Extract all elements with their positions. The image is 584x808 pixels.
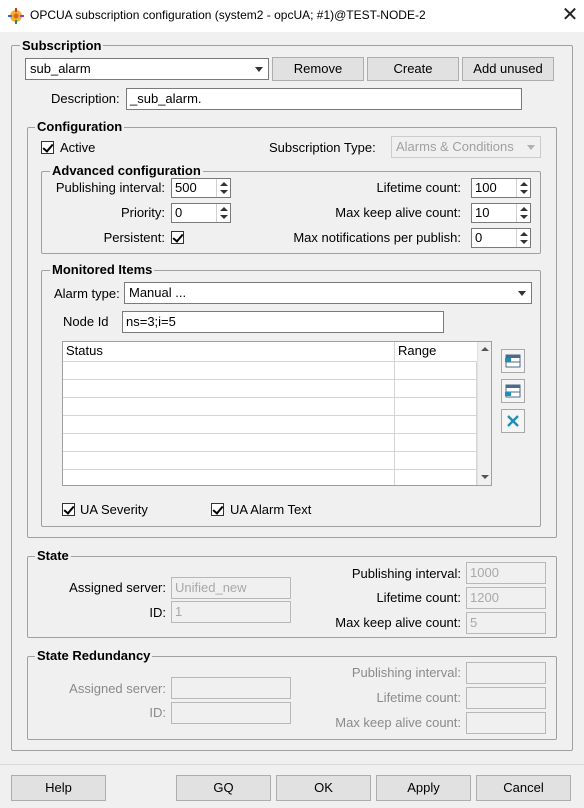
spin-buttons[interactable]: [516, 179, 530, 197]
delete-row-button[interactable]: [501, 409, 525, 433]
max-keep-alive-spinbox[interactable]: [471, 203, 531, 223]
state-id-input[interactable]: 1: [171, 601, 291, 623]
table-cell[interactable]: [395, 416, 477, 434]
spin-down-icon[interactable]: [520, 215, 528, 219]
spin-buttons[interactable]: [516, 229, 530, 247]
column-header-range[interactable]: Range: [395, 342, 477, 362]
spin-up-icon[interactable]: [220, 182, 228, 186]
persistent-checkbox[interactable]: [171, 231, 184, 244]
subscription-type-select[interactable]: [391, 136, 541, 158]
monitored-items-legend: Monitored Items: [52, 262, 153, 277]
title-bar: [0, 0, 584, 32]
max-notifications-spinbox[interactable]: [471, 228, 531, 248]
priority-value: 0: [175, 205, 183, 220]
spin-buttons[interactable]: [216, 179, 230, 197]
redundancy-assigned-server-label: Assigned server:: [69, 681, 166, 696]
spin-up-icon[interactable]: [520, 207, 528, 211]
table-cell[interactable]: [63, 434, 395, 452]
publishing-interval-label: Publishing interval:: [55, 180, 165, 195]
ua-alarm-text-label: UA Alarm Text: [230, 502, 312, 517]
lifetime-count-spinbox[interactable]: [471, 178, 531, 198]
redundancy-lifetime-count-input[interactable]: [466, 687, 546, 709]
subscription-legend: Subscription: [22, 38, 102, 53]
window-title: OPCUA subscription configuration (system2 - opcUA; #1)@TEST-NODE-2: [30, 8, 426, 22]
alarm-type-select[interactable]: [124, 282, 532, 304]
insert-row-icon: [505, 383, 521, 399]
add-row-icon: [505, 353, 521, 369]
persistent-label: Persistent:: [103, 230, 165, 245]
spin-up-icon[interactable]: [220, 207, 228, 211]
max-notifications-label: Max notifications per publish:: [293, 230, 461, 245]
state-id-label: ID:: [149, 605, 166, 620]
chevron-down-icon: [255, 67, 263, 72]
apply-button[interactable]: Apply: [376, 775, 471, 801]
active-checkbox[interactable]: [41, 141, 54, 154]
max-keep-alive-value: 10: [475, 205, 490, 220]
state-max-keep-alive-label: Max keep alive count:: [335, 615, 461, 630]
delete-x-icon: [506, 414, 520, 428]
state-max-keep-alive-input[interactable]: 5: [466, 612, 546, 634]
spin-buttons[interactable]: [216, 204, 230, 222]
alarm-type-value: Manual ...: [129, 285, 187, 300]
ua-severity-checkbox[interactable]: [62, 503, 75, 516]
priority-label: Priority:: [120, 205, 165, 220]
redundancy-id-input[interactable]: [171, 702, 291, 724]
table-cell[interactable]: [63, 452, 395, 470]
state-publishing-interval-label: Publishing interval:: [351, 566, 461, 581]
help-button[interactable]: Help: [11, 775, 106, 801]
table-cell[interactable]: [63, 362, 395, 380]
spin-up-icon[interactable]: [520, 232, 528, 236]
table-cell[interactable]: [395, 380, 477, 398]
subscription-select-value: sub_alarm: [30, 61, 91, 76]
node-id-input[interactable]: ns=3;i=5: [122, 311, 444, 333]
lifetime-count-value: 100: [475, 180, 497, 195]
max-notifications-value: 0: [475, 230, 483, 245]
spin-down-icon[interactable]: [520, 240, 528, 244]
state-lifetime-count-label: Lifetime count:: [376, 590, 461, 605]
table-cell[interactable]: [395, 398, 477, 416]
table-cell[interactable]: [63, 380, 395, 398]
redundancy-publishing-interval-input[interactable]: [466, 662, 546, 684]
redundancy-max-keep-alive-input[interactable]: [466, 712, 546, 734]
table-cell[interactable]: [395, 452, 477, 470]
advanced-configuration-legend: Advanced configuration: [52, 163, 201, 178]
table-cell[interactable]: [63, 398, 395, 416]
redundancy-max-keep-alive-label: Max keep alive count:: [335, 715, 461, 730]
subscription-type-value: Alarms & Conditions: [396, 139, 514, 154]
scroll-up-icon[interactable]: [481, 347, 489, 351]
active-label: Active: [60, 140, 96, 155]
redundancy-lifetime-count-label: Lifetime count:: [376, 690, 461, 705]
app-gear-icon: [8, 8, 24, 24]
close-icon[interactable]: ✕: [561, 4, 579, 26]
scroll-down-icon[interactable]: [481, 475, 489, 479]
spin-down-icon[interactable]: [520, 190, 528, 194]
spin-buttons[interactable]: [516, 204, 530, 222]
state-legend: State: [37, 548, 69, 563]
redundancy-publishing-interval-label: Publishing interval:: [351, 665, 461, 680]
table-cell[interactable]: [395, 434, 477, 452]
monitored-items-table[interactable]: [62, 341, 492, 486]
subscription-type-label: Subscription Type:: [269, 140, 376, 155]
subscription-select[interactable]: [25, 58, 269, 80]
publishing-interval-spinbox[interactable]: [171, 178, 231, 198]
node-id-label: Node Id: [63, 314, 109, 329]
table-cell[interactable]: [63, 416, 395, 434]
chevron-down-icon: [518, 291, 526, 296]
max-keep-alive-label: Max keep alive count:: [335, 205, 461, 220]
footer-divider: [0, 764, 584, 765]
description-label: Description:: [51, 91, 120, 106]
ok-button[interactable]: OK: [276, 775, 371, 801]
cancel-button[interactable]: Cancel: [476, 775, 571, 801]
chevron-down-icon: [527, 145, 535, 150]
gq-button[interactable]: GQ: [176, 775, 271, 801]
state-assigned-server-label: Assigned server:: [69, 580, 166, 595]
redundancy-assigned-server-input[interactable]: [171, 677, 291, 699]
insert-row-button[interactable]: [501, 379, 525, 403]
spin-down-icon[interactable]: [220, 190, 228, 194]
configuration-legend: Configuration: [37, 119, 123, 134]
table-cell[interactable]: [63, 470, 395, 486]
add-unused-button[interactable]: Add unused: [462, 57, 554, 81]
create-button[interactable]: Create: [367, 57, 459, 81]
add-row-button[interactable]: [501, 349, 525, 373]
spin-down-icon[interactable]: [220, 215, 228, 219]
alarm-type-label: Alarm type:: [54, 286, 120, 301]
table-scrollbar[interactable]: [477, 342, 491, 485]
state-publishing-interval-input[interactable]: 1000: [466, 562, 546, 584]
remove-button[interactable]: Remove: [272, 57, 364, 81]
redundancy-id-label: ID:: [149, 705, 166, 720]
column-header-status[interactable]: Status: [63, 342, 395, 362]
state-assigned-server-input[interactable]: Unified_new: [171, 577, 291, 599]
description-input[interactable]: _sub_alarm.: [126, 88, 522, 110]
priority-spinbox[interactable]: [171, 203, 231, 223]
publishing-interval-value: 500: [175, 180, 197, 195]
ua-alarm-text-checkbox[interactable]: [211, 503, 224, 516]
table-cell[interactable]: [395, 362, 477, 380]
table-cell[interactable]: [395, 470, 477, 486]
ua-severity-label: UA Severity: [80, 502, 148, 517]
spin-up-icon[interactable]: [520, 182, 528, 186]
state-redundancy-legend: State Redundancy: [37, 648, 151, 663]
state-lifetime-count-input[interactable]: 1200: [466, 587, 546, 609]
lifetime-count-label: Lifetime count:: [376, 180, 461, 195]
